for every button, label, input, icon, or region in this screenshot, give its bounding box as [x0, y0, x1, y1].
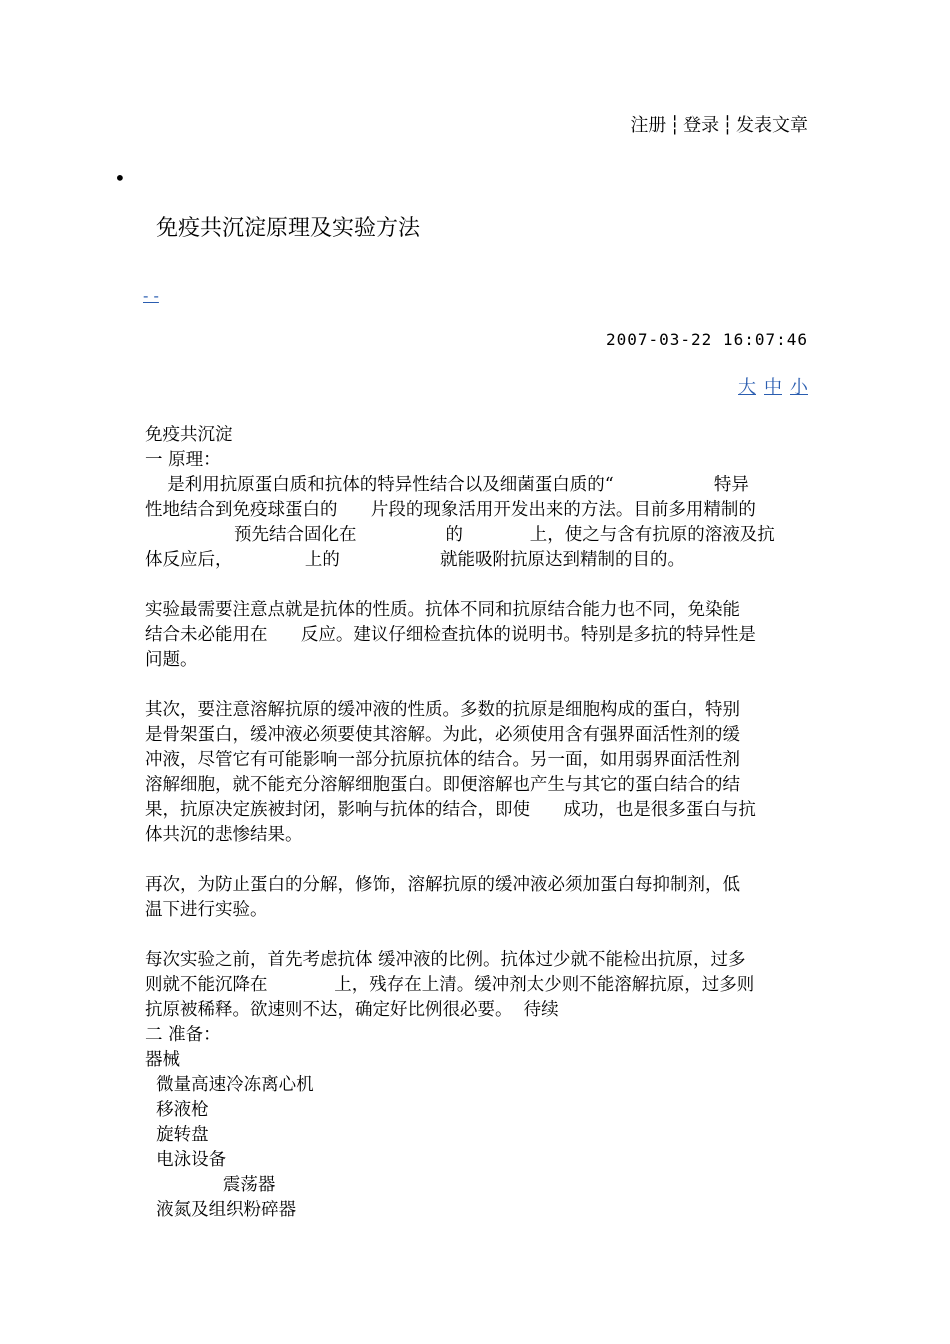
article-title: 免疫共沉淀原理及实验方法: [156, 216, 421, 241]
body-text-line: 震荡器: [145, 1175, 276, 1195]
login-link[interactable]: 登录: [683, 115, 720, 136]
body-text-line: 二 准备：: [145, 1025, 221, 1045]
body-text-line: 体反应后， 上的 就能吸附抗原达到精制的目的。: [145, 550, 685, 570]
top-nav: [630, 113, 808, 139]
body-text-line: 是骨架蛋白，缓冲液必须要使其溶解。为此，必须使用含有强界面活性剂的缓: [145, 725, 740, 745]
body-text-line: 微量高速冷冻离心机: [145, 1075, 314, 1095]
body-text-line: 预先结合固化在 的 上，使之与含有抗原的溶液及抗: [145, 525, 775, 545]
author-link[interactable]: - -: [143, 286, 159, 305]
article-body: [145, 423, 810, 1223]
paragraph-spacer: [145, 923, 810, 948]
nav-separator: ┆: [669, 115, 681, 136]
body-text-line: 性地结合到免疫球蛋白的 片段的现象活用开发出来的方法。目前多用精制的: [145, 500, 756, 520]
body-text-line: 每次实验之前，首先考虑抗体 缓冲液的比例。抗体过少就不能检出抗原，过多: [145, 950, 746, 970]
body-text-line: 免疫共沉淀: [145, 425, 233, 445]
body-text-line: 则就不能沉降在 上，残存在上清。缓冲剂太少则不能溶解抗原，过多则: [145, 975, 755, 995]
body-text-line: 器械: [145, 1050, 180, 1070]
register-link[interactable]: 注册: [630, 115, 667, 136]
body-text-line: 旋转盘: [145, 1125, 209, 1145]
body-text-line: 冲液，尽管它有可能影响一部分抗原抗体的结合。另一面，如用弱界面活性剂: [145, 750, 740, 770]
body-text-line: 移液枪: [145, 1100, 209, 1120]
nav-separator: ┆: [722, 115, 733, 136]
publish-article-link[interactable]: 发表文章: [736, 115, 808, 136]
font-size-small-link[interactable]: 小: [790, 377, 808, 398]
body-text-line: 一 原理：: [145, 450, 221, 470]
body-text-line: 溶解细胞，就不能充分溶解细胞蛋白。即便溶解也产生与其它的蛋白结合的结: [145, 775, 740, 795]
list-bullet: •: [114, 166, 126, 190]
body-text-line: 是利用抗原蛋白质和抗体的特异性结合以及细菌蛋白质的“ 特异: [145, 475, 749, 495]
body-text-line: 液氮及组织粉碎器: [145, 1200, 297, 1220]
body-text-line: 其次，要注意溶解抗原的缓冲液的性质。多数的抗原是细胞构成的蛋白，特别: [145, 700, 740, 720]
paragraph-spacer: [145, 848, 810, 873]
body-text-line: 体共沉的悲惨结果。: [145, 825, 303, 845]
body-text-line: 果，抗原决定族被封闭，影响与抗体的结合，即使 成功，也是很多蛋白与抗: [145, 800, 756, 820]
body-text-line: 抗原被稀释。欲速则不达，确定好比例很必要。 待续: [145, 1000, 559, 1020]
font-size-switcher: [730, 374, 808, 402]
paragraph-spacer: [145, 573, 810, 598]
body-text-line: 结合未必能用在 反应。建议仔细检查抗体的说明书。特别是多抗的特异性是: [145, 625, 756, 645]
body-text-line: 再次，为防止蛋白的分解，修饰，溶解抗原的缓冲液必须加蛋白每抑制剂，低: [145, 875, 740, 895]
body-text-line: 实验最需要注意点就是抗体的性质。抗体不同和抗原结合能力也不同，免染能: [145, 600, 740, 620]
body-text-line: 温下进行实验。: [145, 900, 268, 920]
body-text-line: 电泳设备: [145, 1150, 227, 1170]
post-timestamp: 2007-03-22 16:07:46: [605, 330, 808, 349]
font-size-medium-link[interactable]: 中: [764, 377, 782, 398]
paragraph-spacer: [145, 673, 810, 698]
body-text-line: 问题。: [145, 650, 198, 670]
font-size-large-link[interactable]: 大: [738, 377, 756, 398]
